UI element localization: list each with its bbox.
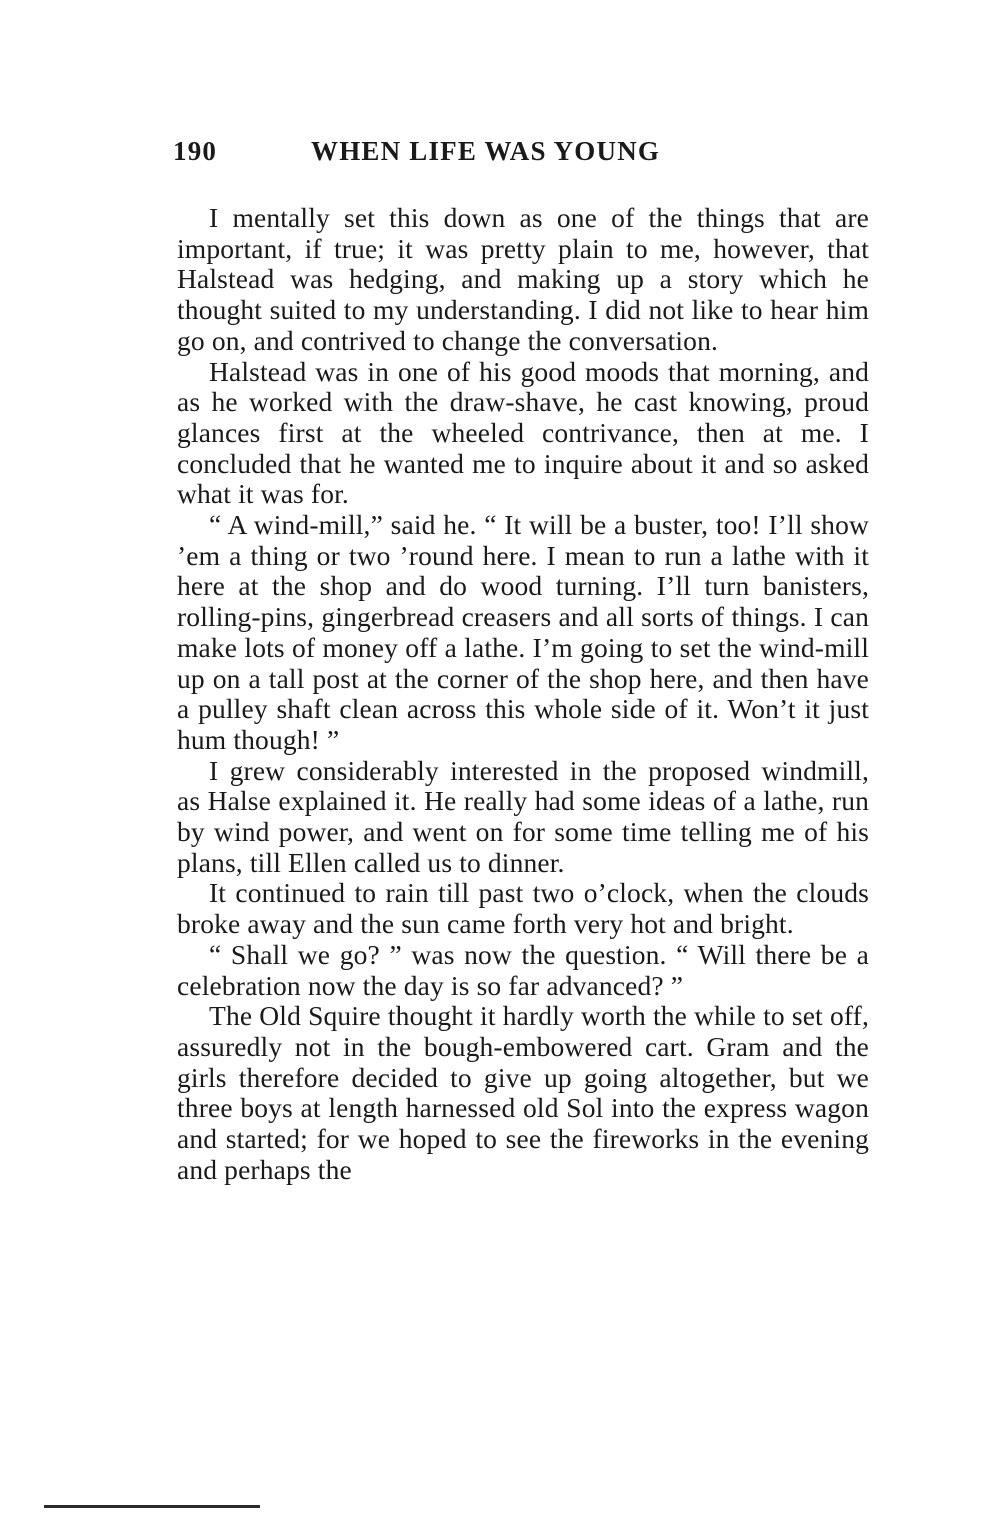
paragraph-1: I mentally set this down as one of the things that are important, if true; it was pretty plain to me, however, that Halstead was hedging, and making up a story which he thought suited to my understanding. I did not like to hear him go on, and contrived to change the conversation. — [177, 202, 869, 356]
paragraph-3: “ A wind-mill,” said he. “ It will be a buster, too! I’ll show ’em a thing or two ’round here. I mean to run a lathe with it here at the shop and do wood turning. I’ll turn banisters, rolling-pins, gingerbread creasers and all sorts of things. I can make lots of money off a lathe. I’m going to set the wind-mill up on a tall post at the corner of the shop here, and then have a pulley shaft clean across this whole side of it. Won’t it just hum though! ” — [177, 509, 869, 755]
paragraph-7: The Old Squire thought it hardly worth the while to set off, assuredly not in the bough-embowered cart. Gram and the girls therefore decided to give up going altogether, but we three boys at length harnessed old Sol into the express wagon and started; for we hoped to see the fireworks in the evening and perhaps the — [177, 1000, 869, 1185]
running-title: WHEN LIFE WAS YOUNG — [311, 136, 661, 166]
running-head — [173, 131, 873, 171]
footer-rule — [44, 1505, 260, 1508]
page-number: 190 — [173, 136, 218, 166]
paragraph-4: I grew considerably interested in the proposed windmill, as Halse explained it. He really had some ideas of a lathe, run by wind power, and went on for some time telling me of his plans, till Ellen called us to dinner. — [177, 754, 869, 878]
paragraph-2: Halstead was in one of his good moods that morning, and as he worked with the draw-shave, he cast knowing, proud glances first at the wheeled contrivance, then at me. I concluded that he wanted me to inquire about it and so asked what it was for. — [177, 355, 869, 510]
paragraph-5: It continued to rain till past two o’clock, when the clouds broke away and the sun came forth very hot and bright. — [177, 877, 869, 940]
paragraph-6: “ Shall we go? ” was now the question. “ Will there be a celebration now the day is so far advanced? ” — [177, 938, 869, 1001]
body-text — [177, 203, 869, 1186]
